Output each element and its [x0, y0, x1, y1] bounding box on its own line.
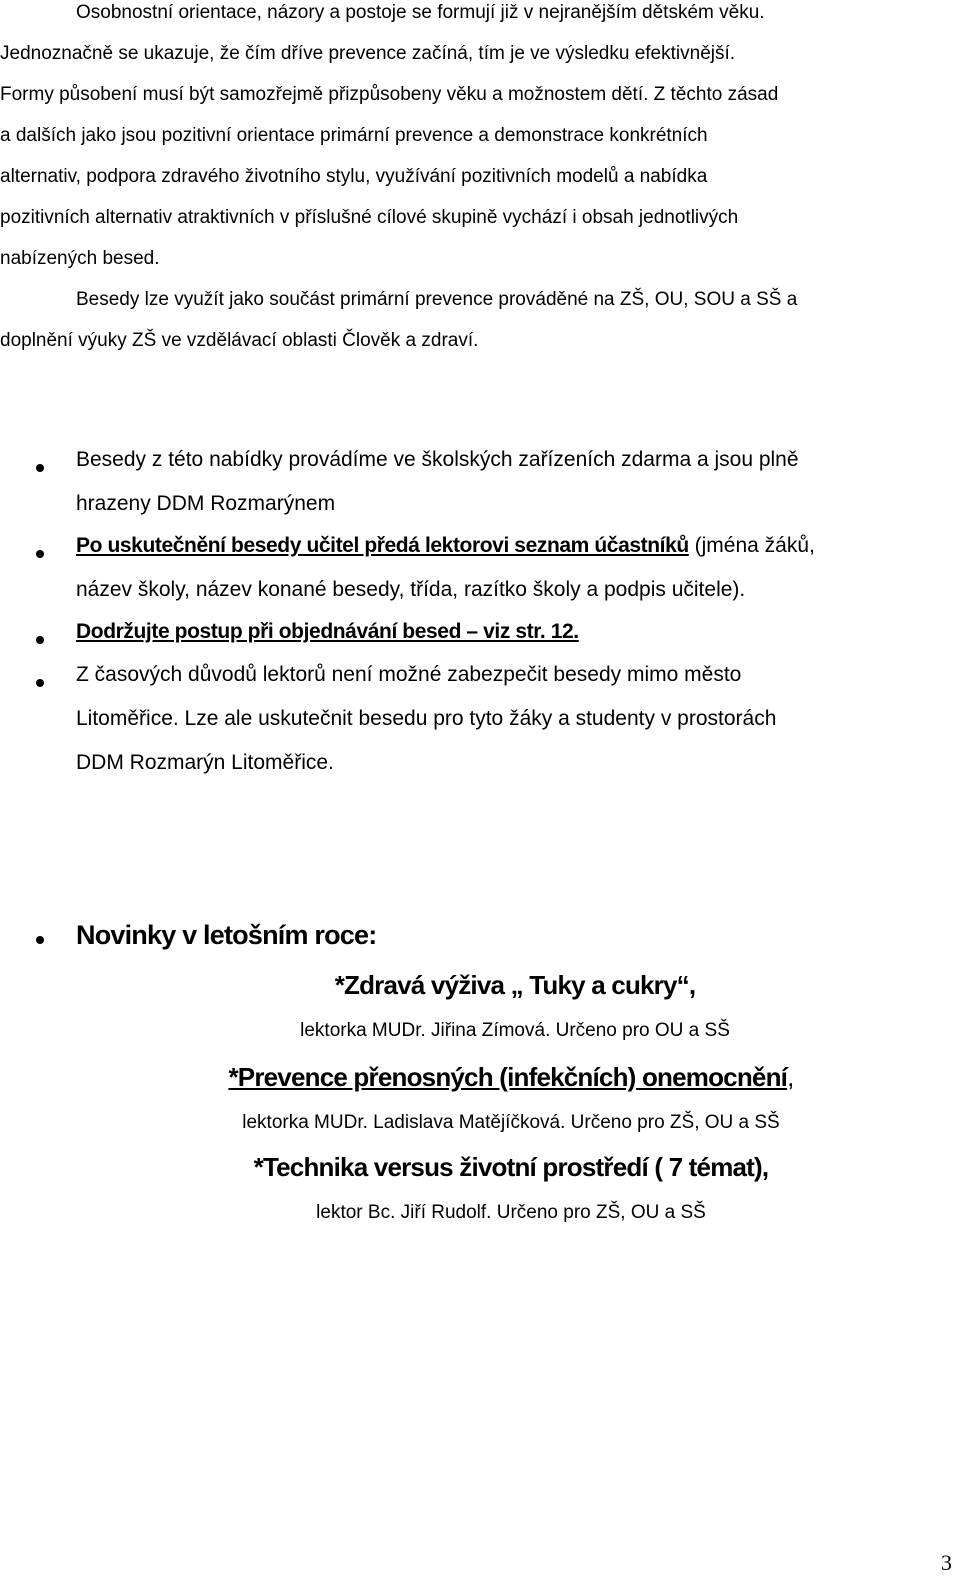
intro-line-7: nabízených besed.: [0, 248, 160, 269]
intro-line-5: alternativ, podpora zdravého životního stylu, využívání pozitivních modelů a nabídka: [0, 166, 708, 187]
bullet-1-line-2: hrazeny DDM Rozmarýnem: [76, 492, 336, 515]
bullet-dot-icon: [36, 464, 44, 472]
news-item-2-lecturer: lektorka MUDr. Ladislava Matějíčková. Určeno pro ZŠ, OU a SŠ: [242, 1112, 780, 1133]
page-number: 3: [941, 1550, 952, 1575]
bullet-2-rest: (jména žáků,: [688, 534, 815, 557]
news-item-1-lecturer: lektorka MUDr. Jiřina Zímová. Určeno pro OU a SŠ: [300, 1020, 730, 1041]
intro-para2-line-2: doplnění výuky ZŠ ve vzdělávací oblasti Člověk a zdraví.: [0, 330, 479, 351]
bullet-dot-icon: [36, 936, 44, 944]
news-item-3-lecturer: lektor Bc. Jiří Rudolf. Určeno pro ZŠ, OU a SŠ: [316, 1202, 706, 1223]
news-item-1-title: *Zdravá výživa „ Tuky a cukry“,: [334, 970, 696, 1000]
intro-line-3: Formy působení musí být samozřejmě přizpůsobeny věku a možnostem dětí. Z těchto zásad: [0, 84, 779, 105]
bullet-1-line-1: Besedy z této nabídky provádíme ve školských zařízeních zdarma a jsou plně: [76, 448, 799, 471]
intro-line-2: Jednoznačně se ukazuje, že čím dříve prevence začíná, tím je ve výsledku efektivnější.: [0, 43, 736, 64]
bullet-2-line-2: název školy, název konané besedy, třída, razítko školy a podpis učitele).: [76, 578, 746, 601]
bullet-4-line-3: DDM Rozmarýn Litoměřice.: [76, 751, 334, 774]
ordering-procedure-link[interactable]: Dodržujte postup při objednávání besed – viz str. 12.: [76, 620, 579, 643]
intro-line-6: pozitivních alternativ atraktivních v příslušné cílové skupině vychází i obsah jednotlivých: [0, 207, 739, 228]
intro-line-4: a dalších jako jsou pozitivní orientace primární prevence a demonstrace konkrétních: [0, 125, 708, 146]
bullet-4-line-1: Z časových důvodů lektorů není možné zabezpečit besedy mimo město: [76, 663, 742, 686]
intro-line-1: Osobnostní orientace, názory a postoje se formují již v nejranějším dětském věku.: [76, 2, 765, 23]
news-title: Novinky v letošním roce:: [76, 920, 377, 950]
bullet-dot-icon: [36, 679, 44, 687]
news-item-2-title: [0, 1062, 960, 1093]
bullet-dot-icon: [36, 550, 44, 558]
bullet-2-line-1: [76, 534, 815, 558]
news-item-2-title-text: *Prevence přenosných (infekčních) onemocnění: [228, 1062, 788, 1092]
intro-para2-line-1: Besedy lze využít jako součást primární prevence prováděné na ZŠ, OU, SOU a SŠ a: [76, 289, 798, 310]
news-item-3-title: *Technika versus životní prostředí ( 7 témat),: [253, 1152, 769, 1182]
bullet-dot-icon: [36, 636, 44, 644]
news-item-2-title-rest: ,: [787, 1062, 794, 1092]
participants-list-notice: Po uskutečnění besedy učitel předá lektorovi seznam účastníků: [76, 534, 689, 557]
bullet-4-line-2: Litoměřice. Lze ale uskutečnit besedu pro tyto žáky a studenty v prostorách: [76, 707, 777, 730]
